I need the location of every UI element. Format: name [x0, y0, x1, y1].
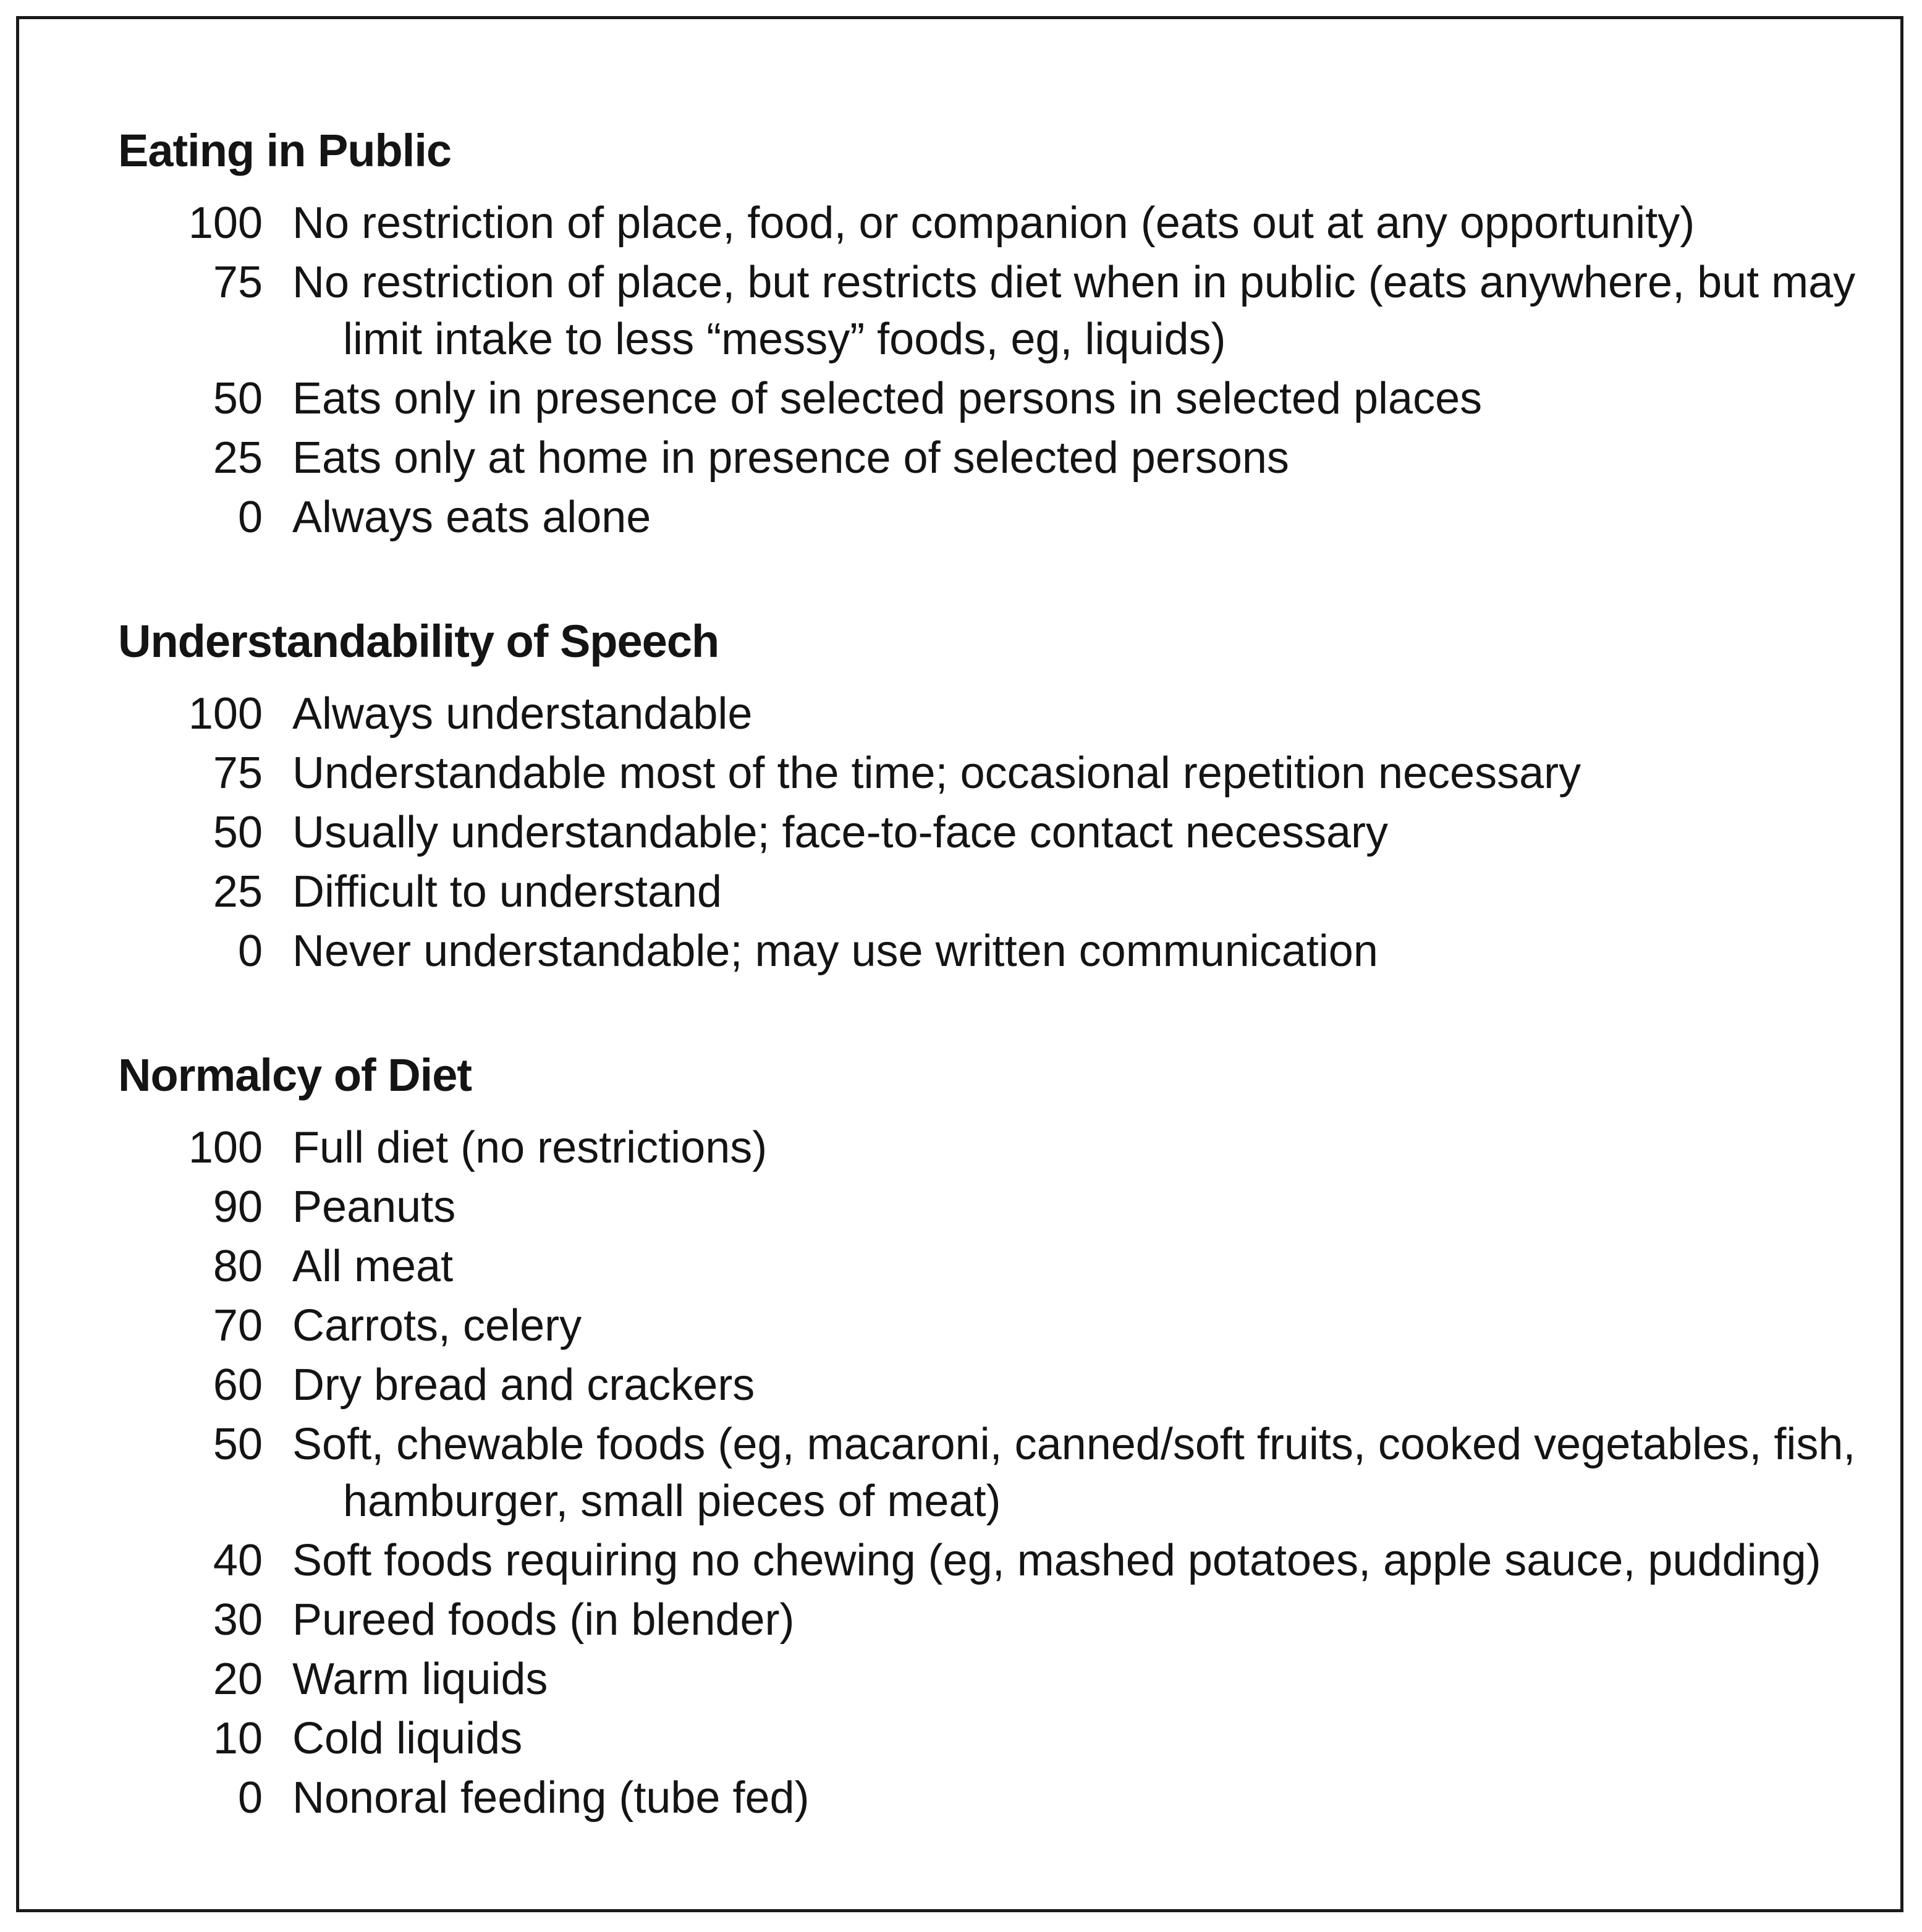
item-score: 20: [213, 1654, 263, 1704]
list-item: [118, 1532, 1886, 1589]
section-normalcy-of-diet: [118, 1049, 1886, 1826]
list-item: [118, 430, 1886, 486]
section-eating-in-public: [118, 124, 1886, 546]
item-description: Warm liquids: [292, 1654, 548, 1704]
list-item: [118, 1357, 1886, 1413]
list-item: [118, 370, 1886, 427]
item-description: No restriction of place, food, or companion (eats out at any opportunity): [292, 198, 1695, 248]
item-score: 100: [188, 1123, 263, 1172]
item-description: Always eats alone: [292, 493, 651, 542]
item-description: Understandable most of the time; occasional repetition necessary: [292, 748, 1581, 798]
list-item: [118, 685, 1886, 742]
item-score: 25: [213, 433, 263, 483]
item-score: 0: [237, 926, 263, 976]
item-score: 0: [237, 493, 263, 542]
list-item: [118, 1651, 1886, 1708]
item-score: 50: [213, 374, 263, 423]
item-description: All meat: [292, 1242, 454, 1291]
item-score: 100: [188, 198, 263, 248]
item-description: Carrots, celery: [292, 1301, 582, 1350]
list-item: [118, 745, 1886, 802]
list-item: [118, 804, 1886, 861]
item-score: 50: [213, 808, 263, 857]
list-item: [118, 1119, 1886, 1176]
item-description: Peanuts: [292, 1182, 456, 1232]
item-score: 25: [213, 867, 263, 917]
list-item: [118, 1591, 1886, 1648]
item-score: 75: [213, 748, 263, 798]
item-score: 40: [213, 1536, 263, 1585]
section-title-normalcy-of-diet: Normalcy of Diet: [118, 1049, 472, 1101]
item-score: 75: [213, 258, 263, 307]
item-description: Never understandable; may use written communication: [292, 926, 1378, 976]
item-description: Pureed foods (in blender): [292, 1595, 795, 1645]
section-title-understandability-of-speech: Understandability of Speech: [118, 616, 719, 667]
section-understandability-of-speech: [118, 615, 1886, 980]
document-frame: [16, 16, 1903, 1912]
item-score: 50: [213, 1420, 263, 1469]
list-item: [118, 923, 1886, 980]
item-score: 80: [213, 1242, 263, 1291]
section-title-eating-in-public: Eating in Public: [118, 125, 452, 176]
item-description: Soft foods requiring no chewing (eg, mashed potatoes, apple sauce, pudding): [292, 1536, 1821, 1585]
list-item: [118, 195, 1886, 252]
item-score: 90: [213, 1182, 263, 1232]
item-description: No restriction of place, but restricts diet when in public (eats anywhere, but may limit intake to less “messy” foods, eg, liquids): [292, 258, 1856, 364]
item-score: 100: [188, 689, 263, 739]
item-score: 10: [213, 1714, 263, 1763]
item-description: Nonoral feeding (tube fed): [292, 1773, 810, 1823]
item-description: Eats only in presence of selected persons in selected places: [292, 374, 1483, 423]
item-description: Eats only at home in presence of selected persons: [292, 433, 1289, 483]
item-score: 70: [213, 1301, 263, 1350]
list-item: [118, 1297, 1886, 1354]
list-item: [118, 863, 1886, 920]
item-description: Full diet (no restrictions): [292, 1123, 768, 1172]
item-description: Dry bread and crackers: [292, 1360, 755, 1410]
document-content: [118, 124, 1886, 1829]
list-item: [118, 1416, 1886, 1530]
item-description: Soft, chewable foods (eg, macaroni, canned/soft fruits, cooked vegetables, fish, hamburger, small pieces of meat): [292, 1420, 1856, 1526]
item-score: 0: [237, 1773, 263, 1823]
list-item: [118, 489, 1886, 546]
item-description: Usually understandable; face-to-face contact necessary: [292, 808, 1388, 857]
list-item: [118, 254, 1886, 368]
list-item: [118, 1238, 1886, 1295]
item-description: Cold liquids: [292, 1714, 523, 1763]
list-item: [118, 1710, 1886, 1767]
item-score: 30: [213, 1595, 263, 1645]
list-item: [118, 1769, 1886, 1826]
item-description: Difficult to understand: [292, 867, 722, 917]
item-score: 60: [213, 1360, 263, 1410]
item-description: Always understandable: [292, 689, 753, 739]
list-item: [118, 1179, 1886, 1235]
